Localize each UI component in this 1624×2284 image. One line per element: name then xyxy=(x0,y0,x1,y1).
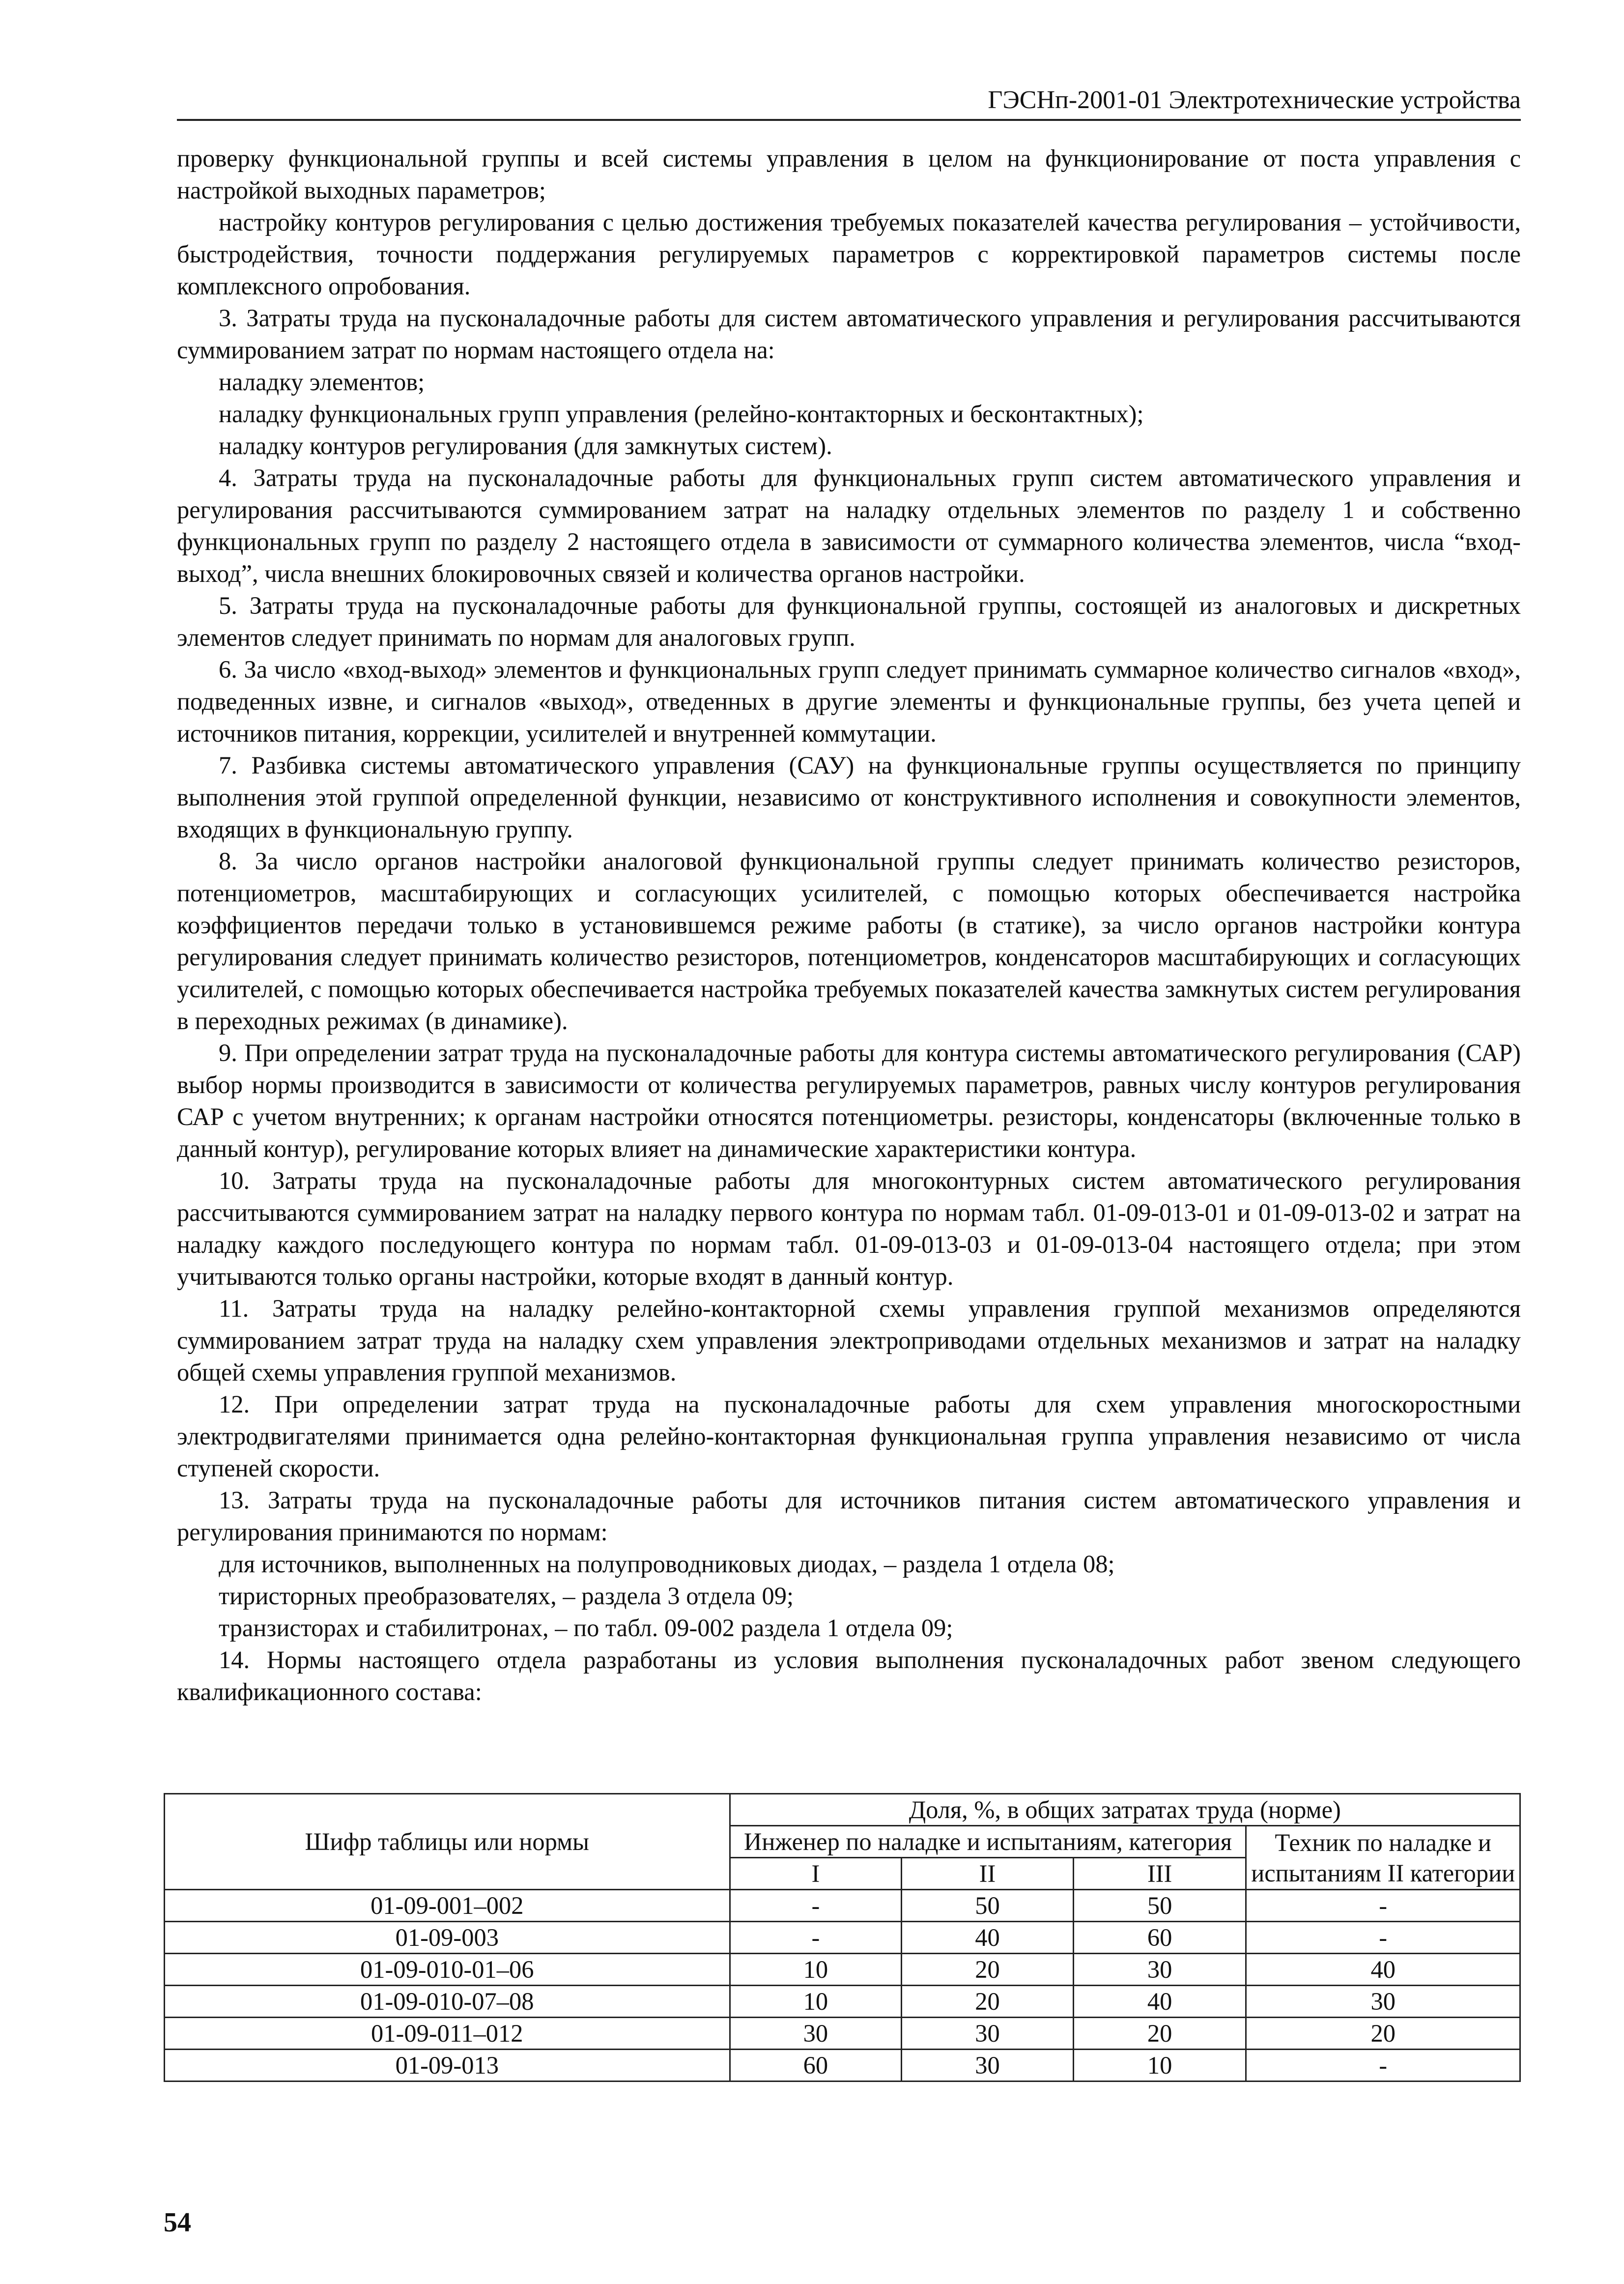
header-engineer: Инженер по наладке и испытаниям, категория xyxy=(730,1826,1246,1858)
paragraph-3: 3. Затраты труда на пусконаладочные работы для систем автоматического управления и регулирования рассчитываются суммированием затрат по нормам настоящего отдела на: xyxy=(177,304,1521,364)
table-header-row xyxy=(165,1794,1520,1826)
paragraph-4: 4. Затраты труда на пусконаладочные работы для функциональных групп систем автоматического управления и регулирования рассчитываются суммированием затрат на наладку отдельных элементов по разделу 1 и собственно функциональных групп по разделу 2 настоящего отдела в зависимости от суммарного количества элементов, числа “вход-выход”, числа внешних блокировочных связей и количества органов настройки. xyxy=(177,464,1521,587)
cell-tech: 30 xyxy=(1246,1986,1520,2018)
table-head xyxy=(165,1794,1520,1890)
cell-tech: 40 xyxy=(1246,1954,1520,1986)
cell-code: 01-09-001–002 xyxy=(165,1890,730,1922)
paragraph-12: 12. При определении затрат труда на пусконаладочные работы для схем управления многоскоростными электродвигателями принимается одна релейно-контакторная функциональная группа управления независимо от числа ступеней скорости. xyxy=(177,1390,1521,1482)
table-row xyxy=(165,2050,1520,2082)
cell-cat-3: 30 xyxy=(1073,1954,1246,1986)
cell-cat-3: 20 xyxy=(1073,2018,1246,2050)
header-cat-1: I xyxy=(730,1858,902,1890)
cell-cat-2: 30 xyxy=(902,2018,1074,2050)
header-title: ГЭСНп-2001-01 Электротехнические устройства xyxy=(988,86,1521,114)
cell-cat-1: 10 xyxy=(730,1986,902,2018)
paragraph-3a: наладку элементов; xyxy=(219,368,425,396)
cell-cat-2: 40 xyxy=(902,1922,1074,1954)
crew-composition-table xyxy=(164,1793,1521,2082)
table-row xyxy=(165,1986,1520,2018)
paragraph-14: 14. Нормы настоящего отдела разработаны из условия выполнения пусконаладочных работ звеном следующего квалификационного состава: xyxy=(177,1646,1521,1706)
cell-tech: - xyxy=(1246,2050,1520,2082)
header-cat-2: II xyxy=(902,1858,1074,1890)
cell-cat-2: 50 xyxy=(902,1890,1074,1922)
paragraph-13a: для источников, выполненных на полупроводниковых диодах, – раздела 1 отдела 08; xyxy=(219,1550,1115,1578)
page-header xyxy=(177,83,1521,121)
paragraph-2: настройку контуров регулирования с целью достижения требуемых показателей качества регулирования – устойчивости, быстродействия, точности поддержания регулируемых параметров с корректировкой параметров системы после комплексного опробования. xyxy=(177,208,1521,300)
cell-cat-1: 60 xyxy=(730,2050,902,2082)
table-body xyxy=(165,1890,1520,2082)
paragraph-3b: наладку функциональных групп управления (релейно-контакторных и бесконтактных); xyxy=(219,400,1144,428)
paragraph-13b: тиристорных преобразователях, – раздела 3 отдела 09; xyxy=(219,1582,794,1610)
cell-cat-1: 10 xyxy=(730,1954,902,1986)
header-technician: Техник по наладке и испытаниям II категории xyxy=(1246,1826,1520,1890)
cell-tech: - xyxy=(1246,1890,1520,1922)
cell-cat-2: 20 xyxy=(902,1986,1074,2018)
header-share: Доля, %, в общих затратах труда (норме) xyxy=(730,1794,1520,1826)
cell-cat-3: 40 xyxy=(1073,1986,1246,2018)
paragraph-3c: наладку контуров регулирования (для замкнутых систем). xyxy=(219,432,832,460)
table-row xyxy=(165,1954,1520,1986)
paragraph-7: 7. Разбивка системы автоматического управления (САУ) на функциональные группы осуществляется по принципу выполнения этой группой определенной функции, независимо от конструктивного исполнения и совокупности элементов, входящих в функциональную группу. xyxy=(177,752,1521,843)
header-code: Шифр таблицы или нормы xyxy=(165,1794,730,1890)
cell-code: 01-09-003 xyxy=(165,1922,730,1954)
cell-code: 01-09-013 xyxy=(165,2050,730,2082)
cell-code: 01-09-010-01–06 xyxy=(165,1954,730,1986)
document-body xyxy=(177,143,1521,1708)
table-row xyxy=(165,1922,1520,1954)
cell-cat-3: 10 xyxy=(1073,2050,1246,2082)
header-cat-3: III xyxy=(1073,1858,1246,1890)
cell-tech: - xyxy=(1246,1922,1520,1954)
table-row xyxy=(165,1890,1520,1922)
page-number: 54 xyxy=(164,2207,191,2238)
cell-cat-3: 60 xyxy=(1073,1922,1246,1954)
cell-cat-1: 30 xyxy=(730,2018,902,2050)
paragraph-5: 5. Затраты труда на пусконаладочные работы для функциональной группы, состоящей из аналоговых и дискретных элементов следует принимать по нормам для аналоговых групп. xyxy=(177,592,1521,651)
paragraph-1: проверку функциональной группы и всей системы управления в целом на функционирование от поста управления с настройкой выходных параметров; xyxy=(177,145,1521,204)
cell-tech: 20 xyxy=(1246,2018,1520,2050)
paragraph-9: 9. При определении затрат труда на пусконаладочные работы для контура системы автоматического регулирования (САР) выбор нормы производится в зависимости от количества регулируемых параметров, равных числу контуров регулирования САР с учетом внутренних; к органам настройки относятся потенциометры. резисторы, конденсаторы (включенные только в данный контур), регулирование которых влияет на динамические характеристики контура. xyxy=(177,1039,1521,1162)
cell-cat-2: 30 xyxy=(902,2050,1074,2082)
table-row xyxy=(165,2018,1520,2050)
paragraph-10: 10. Затраты труда на пусконаладочные работы для многоконтурных систем автоматического регулирования рассчитываются суммированием затрат на наладку первого контура по нормам табл. 01-09-013-01 и 01-09-013-02 и затрат на наладку каждого последующего контура по нормам табл. 01-09-013-03 и 01-09-013-04 настоящего отдела; при этом учитываются только органы настройки, которые входят в данный контур. xyxy=(177,1167,1521,1290)
paragraph-11: 11. Затраты труда на наладку релейно-контакторной схемы управления группой механизмов определяются суммированием затрат труда на наладку схем управления электроприводами отдельных механизмов и затрат на наладку общей схемы управления группой механизмов. xyxy=(177,1295,1521,1386)
cell-code: 01-09-010-07–08 xyxy=(165,1986,730,2018)
cell-cat-1: - xyxy=(730,1890,902,1922)
paragraph-13c: транзисторах и стабилитронах, – по табл. 09-002 раздела 1 отдела 09; xyxy=(219,1614,953,1642)
cell-cat-3: 50 xyxy=(1073,1890,1246,1922)
cell-cat-1: - xyxy=(730,1922,902,1954)
paragraph-6: 6. За число «вход-выход» элементов и функциональных групп следует принимать суммарное количество сигналов «вход», подведенных извне, и сигналов «выход», отведенных в другие элементы и функциональные группы, без учета цепей и источников питания, коррекции, усилителей и внутренней коммутации. xyxy=(177,656,1521,747)
paragraph-8: 8. За число органов настройки аналоговой функциональной группы следует принимать количество резисторов, потенциометров, масштабирующих и согласующих усилителей, с помощью которых обеспечивается настройка коэффициентов передачи только в установившемся режиме работы (в статике), за число органов настройки контура регулирования следует принимать количество резисторов, потенциометров, конденсаторов масштабирующих и согласующих усилителей, с помощью которых обеспечивается настройка требуемых показателей качества замкнутых систем регулирования в переходных режимах (в динамике). xyxy=(177,847,1521,1035)
paragraph-13: 13. Затраты труда на пусконаладочные работы для источников питания систем автоматического управления и регулирования принимаются по нормам: xyxy=(177,1486,1521,1546)
cell-code: 01-09-011–012 xyxy=(165,2018,730,2050)
cell-cat-2: 20 xyxy=(902,1954,1074,1986)
